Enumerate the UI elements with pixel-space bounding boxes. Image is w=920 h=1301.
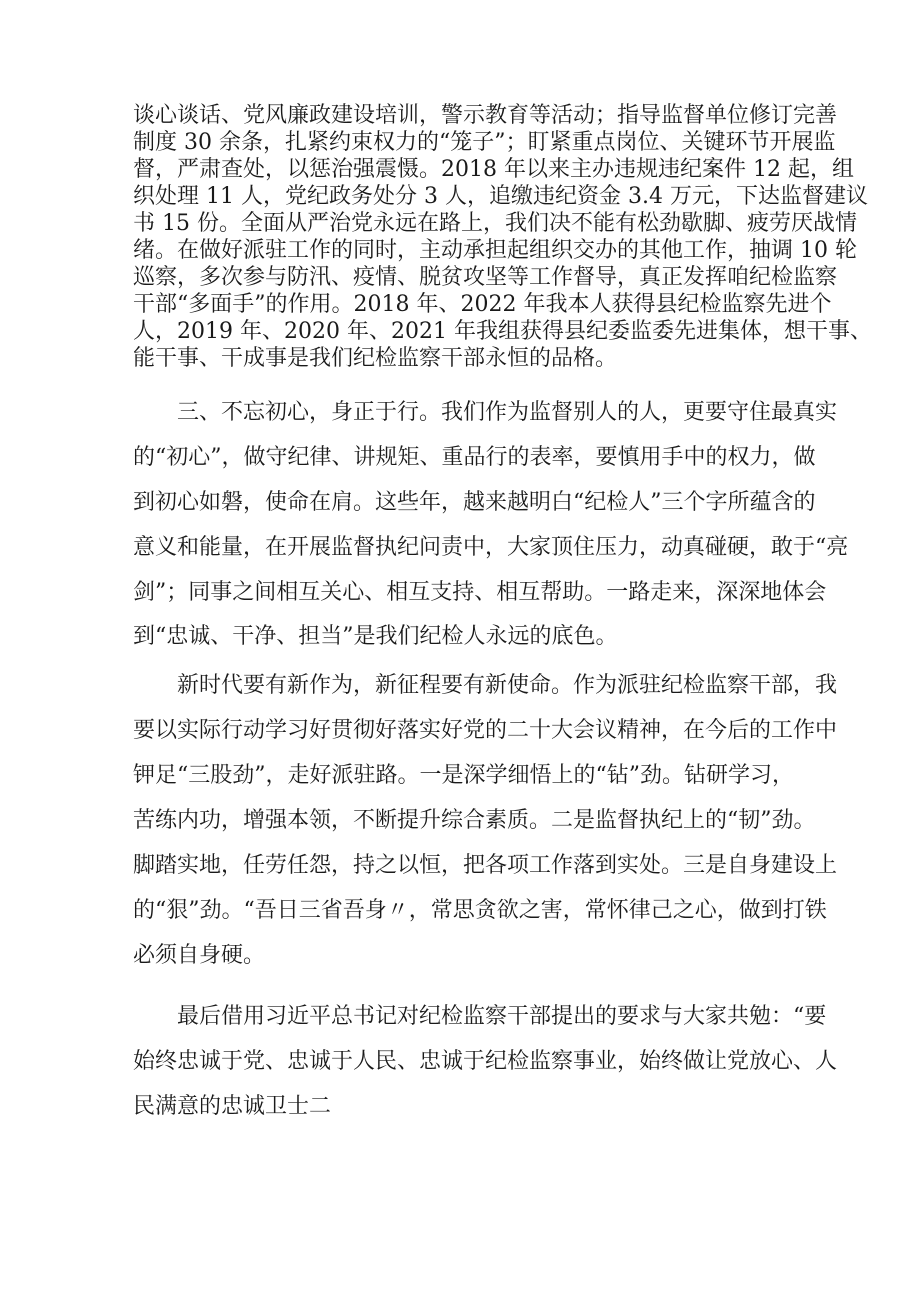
paragraph-1-line: 书 15 份。全面从严治党永远在路上，我们决不能有松劲歇脚、疲劳厌战情 bbox=[133, 211, 857, 236]
paragraph-1-line: 能干事、干成事是我们纪检监察干部永恒的品格。 bbox=[133, 346, 618, 371]
paragraph-3-line: 脚踏实地，任劳任怨，持之以恒，把各项工作落到实处。三是自身建设上 bbox=[133, 853, 838, 878]
paragraph-3-line: 新时代要有新作为，新征程要有新使命。作为派驻纪检监察干部，我 bbox=[177, 673, 838, 698]
paragraph-2-line: 到初心如磐，使命在肩。这些年，越来越明白“纪检人”三个字所蕴含的 bbox=[133, 490, 816, 515]
paragraph-3-line: 必须自身硬。 bbox=[133, 943, 266, 968]
paragraph-2-line: 剑”；同事之间相互关心、相互支持、相互帮助。一路走来，深深地体会 bbox=[133, 580, 827, 605]
paragraph-3-line: 苦练内功，增强本领，不断提升综合素质。二是监督执纪上的“韧”劲。 bbox=[133, 808, 816, 833]
paragraph-4-line: 始终忠诚于党、忠诚于人民、忠诚于纪检监察事业，始终做让党放心、人 bbox=[133, 1049, 838, 1074]
paragraph-1-line: 人，2019 年、2020 年、2021 年我组获得县纪委监委先进集体，想干事、 bbox=[133, 319, 872, 344]
paragraph-3-line: 钾足“三股劲”，走好派驻路。一是深学细悟上的“钻”劲。钻研学习， bbox=[133, 763, 794, 788]
paragraph-2-line: 到“忠诚、干净、担当”是我们纪检人永远的底色。 bbox=[133, 624, 618, 649]
paragraph-1-line: 制度 30 余条，扎紧约束权力的“笼子”；盯紧重点岗位、关键环节开展监 bbox=[133, 130, 836, 155]
paragraph-4-line: 民满意的忠诚卫士二 bbox=[133, 1094, 332, 1119]
paragraph-1-line: 巡察，多次参与防汛、疫情、脱贫攻坚等工作督导，真正发挥咱纪检监察 bbox=[133, 265, 838, 290]
paragraph-1-line: 干部“多面手”的作用。2018 年、2022 年我本人获得县纪检监察先进个 bbox=[133, 292, 832, 317]
paragraph-4-line: 最后借用习近平总书记对纪检监察干部提出的要求与大家共勉：“要 bbox=[177, 1004, 827, 1029]
paragraph-1-line: 绪。在做好派驻工作的同时，主动承担起组织交办的其他工作，抽调 10 轮 bbox=[133, 238, 857, 263]
paragraph-1-line: 谈心谈话、党风廉政建设培训，警示教育等活动；指导监督单位修订完善 bbox=[133, 103, 838, 128]
paragraph-3-line: 要以实际行动学习好贯彻好落实好党的二十大会议精神，在今后的工作中 bbox=[133, 718, 838, 743]
paragraph-2-line: 三、不忘初心，身正于行。我们作为监督别人的人，更要守住最真实 bbox=[177, 400, 838, 425]
paragraph-2-line: 意义和能量，在开展监督执纪问责中，大家顶住压力，动真碰硬，敢于“亮 bbox=[133, 535, 849, 560]
paragraph-1-line: 织处理 11 人，党纪政务处分 3 人，追缴违纪资金 3.4 万元，下达监督建议 bbox=[133, 184, 868, 209]
paragraph-2-line: 的“初心”，做守纪律、讲规矩、重品行的表率，要慎用手中的权力，做 bbox=[133, 445, 816, 470]
paragraph-1-line: 督，严肃查处，以惩治强震慑。2018 年以来主办违规违纪案件 12 起，组 bbox=[133, 157, 854, 182]
paragraph-3-line: 的“狠”劲。“吾日三省吾身〃，常思贪欲之害，常怀律己之心，做到打铁 bbox=[133, 898, 827, 923]
